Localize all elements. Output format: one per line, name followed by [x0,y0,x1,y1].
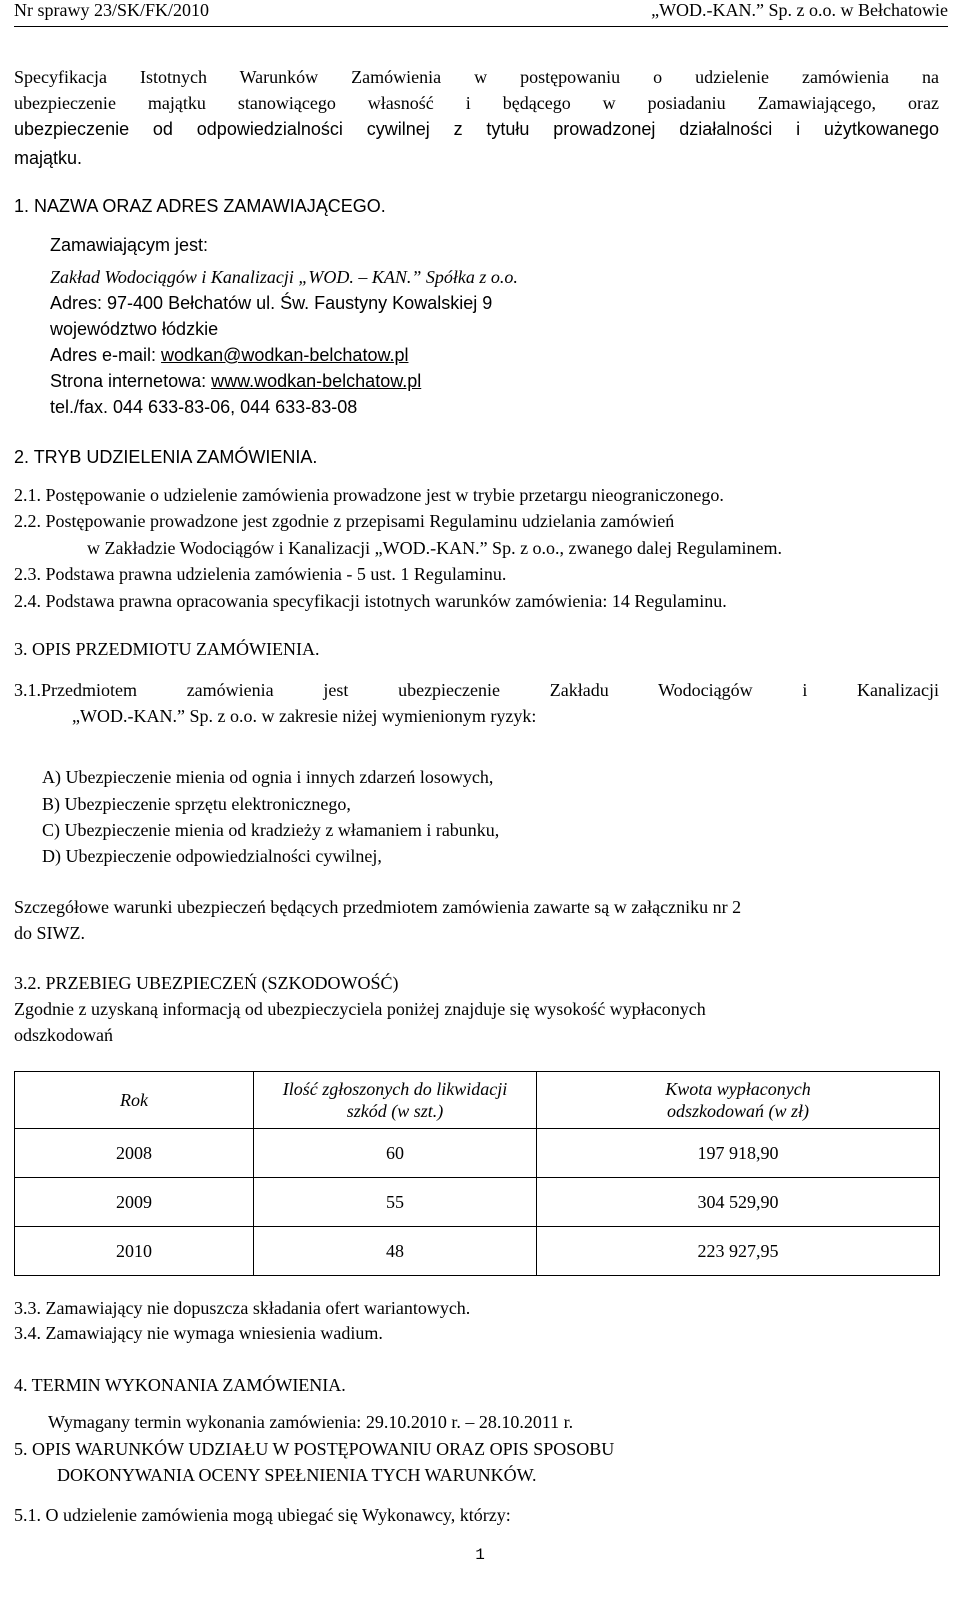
company-name: „WOD.-KAN.” Sp. z o.o. w Bełchatowie [651,0,948,20]
email-link[interactable]: wodkan@wodkan-belchatow.pl [161,345,409,365]
table-row [15,1129,940,1178]
page-header [14,0,948,27]
section-2-2a: 2.2. Postępowanie prowadzone jest zgodnie z przepisami Regulaminu udzielania zamówień [14,511,675,531]
details-line-b: do SIWZ. [14,923,85,943]
cell-count: 55 [254,1178,537,1227]
cell-year: 2010 [15,1227,254,1276]
contracting-phone: tel./fax. 044 633-83-06, 044 633-83-08 [50,397,358,417]
section-2-heading: 2. TRYB UDZIELENIA ZAMÓWIENIA. [14,447,318,467]
section-5-heading-b: DOKONYWANIA OCENY SPEŁNIENIA TYCH WARUNKÓW. [57,1465,537,1485]
cell-amount: 223 927,95 [537,1227,940,1276]
contracting-voivodeship: województwo łódzkie [50,319,219,339]
web-label: Strona internetowa: [50,371,212,391]
details-line-a: Szczegółowe warunki ubezpieczeń będących przedmiotem zamówienia zawarte są w załączniku nr 2 [14,897,742,917]
header-year-label: Rok [120,1090,148,1110]
header-amount [537,1072,940,1129]
header-year [15,1072,254,1129]
list-item: C) Ubezpieczenie mienia od kradzieży z włamaniem i rabunku, [42,820,500,840]
section-2-1: 2.1. Postępowanie o udzielenie zamówienia prowadzone jest w trybie przetargu nieograniczonego. [14,485,724,505]
header-claims-line2: szkód (w szt.) [346,1101,444,1121]
table-row [15,1178,940,1227]
page-number: 1 [475,1546,485,1564]
section-3-2a: Zgodnie z uzyskaną informacją od ubezpieczyciela poniżej znajduje się wysokość wypłaconych [14,999,706,1019]
section-3-2b: odszkodowań [14,1025,113,1045]
section-2-2b: w Zakładzie Wodociągów i Kanalizacji „WOD.-KAN.” Sp. z o.o., zwanego dalej Regulaminem. [87,538,782,558]
section-1-heading: 1. NAZWA ORAZ ADRES ZAMAWIAJĄCEGO. [14,196,386,216]
intro-line: majątku. [14,148,83,168]
section-3-3: 3.3. Zamawiający nie dopuszcza składania ofert wariantowych. [14,1298,471,1318]
section-2-4: 2.4. Podstawa prawna opracowania specyfikacji istotnych warunków zamówienia: 14 Regulaminu. [14,591,727,611]
header-amount-line2: odszkodowań (w zł) [666,1101,809,1121]
intro-line: Specyfikacja Istotnych Warunków Zamówienia w postępowaniu o udzielenie zamówienia na [14,67,939,87]
table-row [15,1227,940,1276]
cell-amount: 197 918,90 [537,1129,940,1178]
cell-year: 2008 [15,1129,254,1178]
list-item: D) Ubezpieczenie odpowiedzialności cywilnej, [42,846,382,866]
cell-year: 2009 [15,1178,254,1227]
table-header-row [15,1072,940,1129]
section-2-3: 2.3. Podstawa prawna udzielenia zamówienia - 5 ust. 1 Regulaminu. [14,564,507,584]
section-3-1b: „WOD.-KAN.” Sp. z o.o. w zakresie niżej wymienionym ryzyk: [72,706,537,726]
section-3-1a: 3.1.Przedmiotem zamówienia jest ubezpieczenie Zakładu Wodociągów i Kanalizacji [14,680,939,700]
email-label: Adres e-mail: [50,345,162,365]
header-claims-line1: Ilość zgłoszonych do likwidacji [282,1079,508,1099]
contracting-web-line [50,370,421,392]
section-3-2-heading: 3.2. PRZEBIEG UBEZPIECZEŃ (SZKODOWOŚĆ) [14,973,399,993]
web-link[interactable]: www.wodkan-belchatow.pl [211,371,422,391]
section-3-heading: 3. OPIS PRZEDMIOTU ZAMÓWIENIA. [14,639,320,659]
intro-line: ubezpieczenie od odpowiedzialności cywilnej z tytułu prowadzonej działalności i użytkowanego [14,119,939,139]
section-4-text: Wymagany termin wykonania zamówienia: 29.10.2010 r. – 28.10.2011 r. [48,1412,574,1432]
contracting-email-line [50,344,408,366]
section-5-heading-a: 5. OPIS WARUNKÓW UDZIAŁU W POSTĘPOWANIU ORAZ OPIS SPOSOBU [14,1439,615,1459]
cell-count: 48 [254,1227,537,1276]
contracting-lead: Zamawiającym jest: [50,235,209,255]
header-amount-line1: Kwota wypłaconych [665,1079,811,1099]
case-number: Nr sprawy 23/SK/FK/2010 [14,0,210,20]
cell-count: 60 [254,1129,537,1178]
list-item: B) Ubezpieczenie sprzętu elektronicznego, [42,794,351,814]
header-claims-count [254,1072,537,1129]
section-3-4: 3.4. Zamawiający nie wymaga wniesienia wadium. [14,1323,383,1343]
cell-amount: 304 529,90 [537,1178,940,1227]
section-4-heading: 4. TERMIN WYKONANIA ZAMÓWIENIA. [14,1375,346,1395]
claims-table [14,1071,940,1276]
contracting-name: Zakład Wodociągów i Kanalizacji „WOD. – KAN.” Spółka z o.o. [50,267,518,287]
contracting-address: Adres: 97-400 Bełchatów ul. Św. Faustyny Kowalskiej 9 [50,293,493,313]
list-item: A) Ubezpieczenie mienia od ognia i innych zdarzeń losowych, [42,767,494,787]
intro-line: ubezpieczenie majątku stanowiącego własność i będącego w posiadaniu Zamawiającego, oraz [14,93,939,113]
section-5-1: 5.1. O udzielenie zamówienia mogą ubiegać się Wykonawcy, którzy: [14,1505,511,1525]
